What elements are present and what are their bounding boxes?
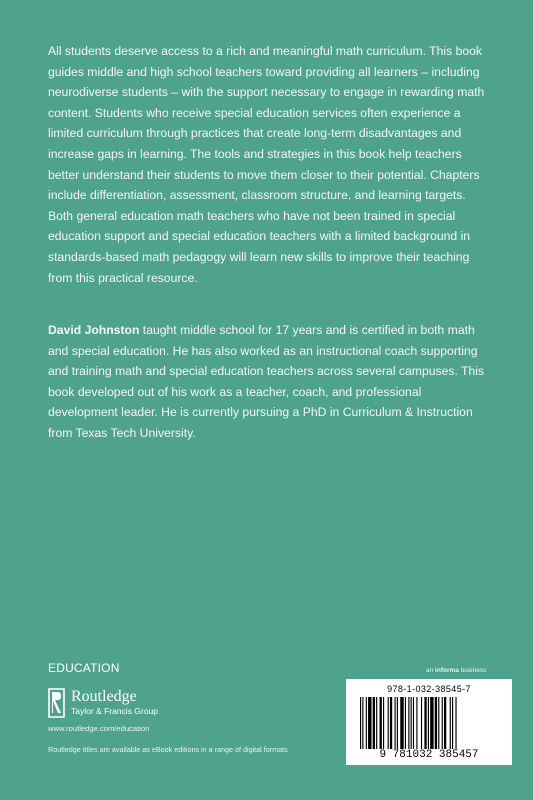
barcode-bar (428, 697, 429, 749)
routledge-logo-icon (48, 688, 65, 718)
barcode-bar (430, 697, 433, 749)
barcode-bar (388, 697, 389, 749)
barcode-bar (416, 697, 417, 749)
barcode-bar (442, 697, 443, 749)
publisher-group: Taylor & Francis Group (71, 706, 158, 716)
barcode-bars (360, 697, 498, 749)
author-bio (48, 320, 493, 444)
barcode-bar (421, 697, 422, 749)
barcode-bar (397, 697, 398, 749)
publisher-url: www.routledge.com/education (48, 724, 150, 733)
author-name: David Johnston (48, 323, 140, 337)
barcode-bar (411, 697, 412, 749)
barcode-bar (413, 697, 414, 749)
barcode-bar (376, 697, 377, 749)
informa-business-label: an informa business (426, 667, 487, 674)
barcode-bar (380, 697, 382, 749)
barcode-bar (390, 697, 392, 749)
barcode-bar (424, 697, 426, 749)
barcode-bar (450, 697, 451, 749)
barcode-bar (444, 697, 446, 749)
barcode-bar (362, 697, 363, 749)
publisher-name: Routledge (71, 688, 137, 705)
author-bio-text: taught middle school for 17 years and is certified in both math and special education. He has also worked as an instructional coach supporting and training math and special education teachers across several campuses. This book developed out of his work as a teacher, coach, and professional development leader. He is currently pursuing a PhD in Curriculum & Instruction from Texas Tech University. (48, 323, 485, 440)
barcode-bar (405, 697, 406, 749)
barcode-bar (360, 697, 361, 749)
barcode-bar (438, 697, 439, 749)
barcode-bar (395, 697, 396, 749)
barcode-bar (455, 697, 456, 749)
barcode-bar (366, 697, 367, 749)
barcode-digits: 9 781032 385457 (379, 749, 479, 761)
barcode-bar (373, 697, 375, 749)
isbn-number: 978-1-032-38545-7 (387, 684, 471, 694)
barcode-bar (408, 697, 409, 749)
category-label: EDUCATION (48, 661, 120, 675)
book-description: All students deserve access to a rich and meaningful math curriculum. This book guides middle and high school teachers toward providing all learners – including neurodiverse students – with the support necessary to engage in rewarding math content. Students who receive special education services often experience a limited curriculum through practices that create long-term disadvantages and increase gaps in learning. The tools and strategies in this book help teachers better understand their students to move them closer to their potential. Chapters include differentiation, assessment, classroom structure, and learning targets. Both general education math teachers who have not been trained in special education support and special education teachers with a limited background in standards-based math pedagogy will learn new skills to improve their teaching from this practical resource. (48, 44, 485, 285)
isbn-barcode (346, 679, 512, 765)
ebook-note: Routledge titles are available as eBook editions in a range of digital formats (48, 745, 288, 754)
barcode-bar (400, 697, 403, 749)
barcode-bar (452, 697, 453, 749)
publisher-logo (48, 688, 158, 718)
barcode-bar (383, 697, 384, 749)
barcode-bar (368, 697, 371, 749)
barcode-bar (435, 697, 437, 749)
